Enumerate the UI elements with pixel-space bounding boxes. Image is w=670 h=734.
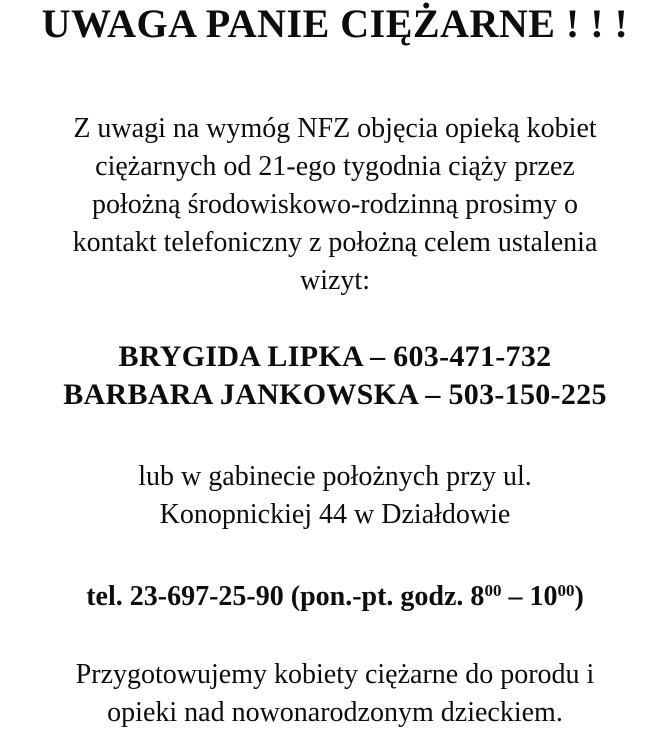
intro-line: Z uwagi na wymóg NFZ objęcia opieką kobiet xyxy=(73,113,597,144)
midwife-contacts xyxy=(0,338,670,414)
contact-line: BARBARA JANKOWSKA – 503-150-225 xyxy=(63,378,607,411)
closing-paragraph xyxy=(0,656,670,732)
office-line: Konopnickiej 44 w Działdowie xyxy=(159,499,511,530)
closing-line: Przygotowujemy kobiety ciężarne do porodu i xyxy=(75,659,595,690)
phone-prefix: tel. 23-697-25-90 (pon.-pt. godz. 8 xyxy=(86,581,485,612)
intro-line: położną środowiskowo-rodzinną prosimy o xyxy=(91,189,579,220)
notice-title: UWAGA PANIE CIĘŻARNE ! ! ! xyxy=(41,1,629,46)
office-address xyxy=(0,458,670,534)
phone-mid: – 10 xyxy=(501,581,558,612)
intro-line: kontakt telefoniczny z położną celem ustalenia xyxy=(72,227,598,258)
intro-line: ciężarnych od 21-ego tygodnia ciąży przez xyxy=(95,151,575,182)
intro-line: wizyt: xyxy=(300,265,370,296)
closing-line: opieki nad nowonarodzonym dzieckiem. xyxy=(107,697,563,728)
contact-line: BRYGIDA LIPKA – 603-471-732 xyxy=(118,340,552,373)
office-line: lub w gabinecie położnych przy ul. xyxy=(138,461,532,492)
hours-superscript: 00 xyxy=(484,581,502,600)
intro-paragraph xyxy=(0,110,670,300)
clinic-phone-line xyxy=(0,578,670,616)
hours-superscript: 00 xyxy=(557,581,575,600)
phone-suffix: ) xyxy=(574,581,584,612)
